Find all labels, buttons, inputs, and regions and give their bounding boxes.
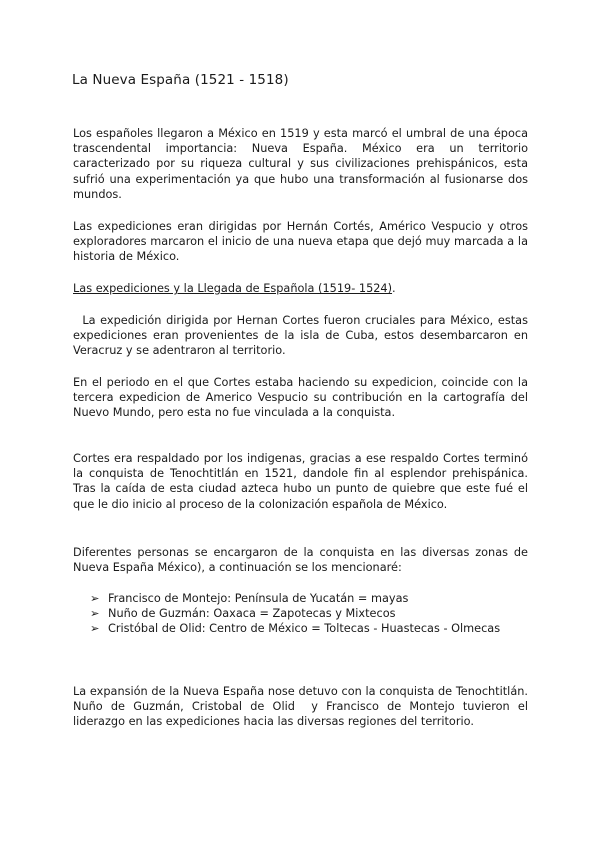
arrow-bullet-icon: ➢ xyxy=(90,622,100,636)
page-title: La Nueva España (1521 - 1518) xyxy=(72,72,289,88)
section-heading-suffix: . xyxy=(392,282,396,295)
section-paragraph-3: Cortes era respaldado por los indigenas, gracias a ese respaldo Cortes terminó la conquista de Tenochtitlán en 1521, dandole fin al esplendor prehispánica. Tras la caída de esta ciudad azteca hubo un punto de quiebre que este fué el que le dio inicio al proceso de la colonización española de México. xyxy=(73,452,528,511)
conquerors-list xyxy=(90,591,528,637)
closing-paragraph: La expansión de la Nueva España nose detuvo con la conquista de Tenochtitlán. Nuño de Guzmán, Cristobal de Olid y Francisco de Montejo tuvieron el liderazgo en las expediciones hacia las diversas regiones del territorio. xyxy=(73,685,532,729)
arrow-bullet-icon: ➢ xyxy=(90,607,100,621)
list-item: ➢ Cristóbal de Olid: Centro de México = Toltecas - Huastecas - Olmecas xyxy=(90,622,501,636)
arrow-bullet-icon: ➢ xyxy=(90,592,100,605)
section-paragraph-4: Diferentes personas se encargaron de la conquista en las diversas zonas de Nueva España México), a continuación se los mencionaré: xyxy=(73,546,528,575)
section-paragraph-1: La expedición dirigida por Hernan Cortes fueron cruciales para México, estas expediciones eran provenientes de la isla de Cuba, estos desembarcaron en Veracruz y se adentraron al territorio. xyxy=(73,314,532,358)
intro-paragraph-2: Las expediciones eran dirigidas por Hernán Cortés, Américo Vespucio y otros exploradores marcaron el inicio de una nueva etapa que dejó muy marcada a la historia de México. xyxy=(73,220,528,264)
section-paragraph-2: En el periodo en el que Cortes estaba haciendo su expedicion, coincide con la tercera expedicion de Americo Vespucio su contribución en la cartografía del Nuevo Mundo, pero esta no fue vinculada a la conquista. xyxy=(73,376,528,420)
list-item: ➢ Francisco de Montejo: Península de Yucatán = mayas xyxy=(90,592,409,605)
intro-paragraph-1: Los españoles llegaron a México en 1519 y esta marcó el umbral de una época trascendental importancia: Nueva España. México era un territorio caracterizado por su riqueza cultural y sus civilizaciones prehispánicos, esta sufrió una experimentación ya que hubo una transformación al fusionarse dos mundos. xyxy=(73,127,528,201)
section-heading-text: Las expediciones y la Llegada de Española (1519- 1524) xyxy=(73,282,393,295)
section-heading xyxy=(73,281,396,296)
list-item: ➢ Nuño de Guzmán: Oaxaca = Zapotecas y Mixtecos xyxy=(90,607,396,621)
